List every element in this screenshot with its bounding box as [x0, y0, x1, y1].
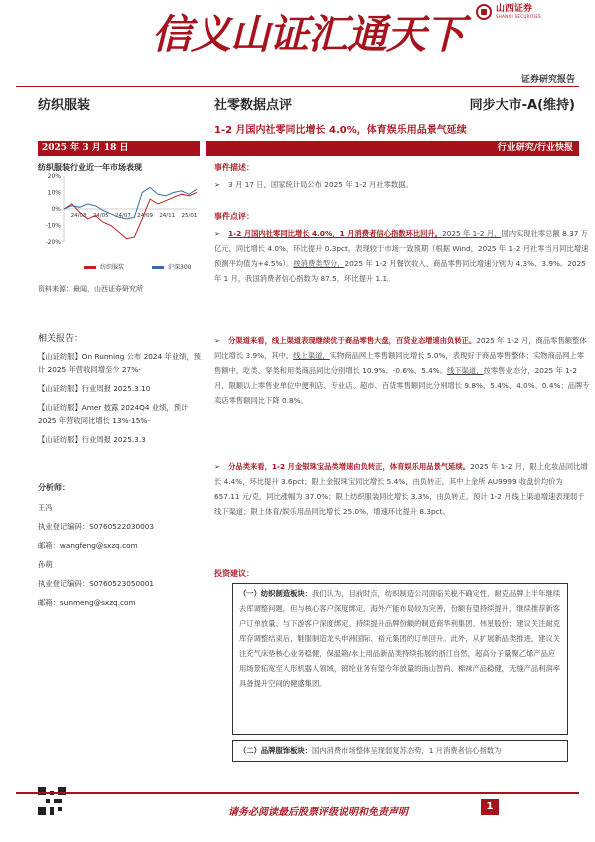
invest-title: 投资建议：: [214, 569, 254, 578]
event-desc: ➢ 3 月 17 日，国家统计局公布 2025 年 1-2 月社零数据。: [214, 180, 413, 189]
performance-chart: [36, 172, 201, 258]
logo-cn: 山西证券: [496, 4, 533, 14]
x-tick-label: 24/05: [92, 213, 109, 219]
chart-title: 纺织服装行业近一年市场表现: [38, 163, 142, 172]
disclaimer[interactable]: 请务必阅读最后股票评级说明和免责声明: [228, 807, 408, 818]
chart-legend: [84, 262, 191, 271]
x-tick-label: 25/01: [181, 213, 198, 219]
invest-manufacturing-box: （一）纺织制造板块：我们认为，目前时点，纺织制造公司面临关税不确定性、耐克品牌上半年继续去库调整问题，但与核心客户深度绑定、海外产能布局较为完善，份额有望持续提升，继续推荐新客户订单放量、与下游客户深度绑定、持续提升品牌份额的制造商华利集团、伟星股份；建议关注耐克库存调整结束后，鞋服制造龙头申洲国际、裕元集团的订单回升。此外，从扩展新品类推进，建议关注充气床垫核心业务稳健，保温箱/水上用品新品类持续拓展的浙江自然，超高分子量聚乙烯产品应用场景拓宽至人形机器人领域，锦纶业务有望今年放量的南山智尚、棉袜产品稳健，无缝产品利润率具备提升空间的健盛集团。: [232, 583, 568, 735]
y-tick-label: 10%: [47, 189, 61, 197]
analyst-email[interactable]: 邮箱：wangfeng@sxzq.com: [38, 541, 138, 550]
paragraph-channel: ➢ 分渠道来看，线上渠道表现继续优于商品零售大盘，百货业态增速由负转正。2025 年 1-2 月，商品零售额整体同比增长 3.9%，其中，线上渠道，实物商品网上零售额同比增长 5.0%，表现好于商品零售整体；实物商品网上零售额中，吃类、穿类和用类商品同比分别增长 10.9%、-0.6%、5.4%。线下渠道，按零售业态分，2025 年 1-2 月，限额以上零售业单位中便利店、专业店、超市、百货零售额同比分别增长 9.8%、5.4%、4.0%、0.4%；品牌专卖店零售额同比下降 0.8%。: [214, 336, 590, 405]
related-title: 相关报告：: [38, 334, 84, 344]
legend-item-textile: 纺织服装: [84, 262, 124, 271]
paragraph-retail: ➢ 1-2 月国内社零同比增长 4.0%，1 月消费者信心指数环比回升。2025 年 1-2 月，国内实现社零总额 8.37 万亿元，同比增长 4.0%，环比提升 0.3pct，表现较于市场一致预期（根据 Wind，2025 年 1-2 月社零当月同比增速预测平均值为+4.5%）。按消费类型分，2025 年 1-2 月餐饮收入、商品零售同比增速分别为 4.3%、3.9%。2025 年 1 月，我国消费者信心指数为 87.5，环比提升 1.1。: [214, 229, 589, 283]
headline: 1-2 月国内社零同比增长 4.0%，体育娱乐用品景气延续: [214, 125, 467, 136]
analyst-name: 孙萌: [38, 560, 53, 569]
event-comment-title: 事件点评：: [214, 212, 254, 221]
industry-label: 纺织服装: [38, 98, 91, 113]
slogan: 信义山证汇通天下: [152, 11, 464, 58]
related-report[interactable]: 【山证纺服】On Running 公布 2024 年业绩，预计 2025 年营收同增至少 27%-: [38, 352, 201, 374]
related-list: [38, 350, 204, 452]
y-tick-label: 20%: [47, 173, 61, 180]
y-tick-label: -20%: [45, 239, 61, 246]
rating: 同步大市-A(维持): [469, 98, 575, 113]
bullet-icon: ➢: [214, 229, 221, 238]
date-bar: 2025 年 3 月 18 日: [38, 141, 200, 156]
related-report[interactable]: 【山证纺服】Amer 披露 2024Q4 业绩，预计 2025 年营收同比增长 13%-15%-: [38, 403, 189, 425]
page-number: 1: [481, 799, 499, 815]
analyst-name: 王冯: [38, 503, 53, 512]
y-tick-label: 0%: [51, 206, 61, 213]
event-desc-title: 事件描述：: [214, 163, 254, 172]
analyst-cert: 执业登记编码：S0760522030003: [38, 522, 155, 531]
analyst-email[interactable]: 邮箱：sunmeng@sxzq.com: [38, 598, 136, 607]
analyst-title: 分析师：: [38, 483, 70, 492]
header-divider: [16, 86, 579, 87]
x-tick-label: 24/03: [70, 213, 87, 219]
x-tick-label: 24/09: [137, 213, 154, 219]
related-report[interactable]: 【山证纺服】行业周报 2025.3.3: [38, 435, 146, 444]
company-logo: [476, 4, 541, 20]
paragraph-category: ➢ 分品类来看，1-2 月金银珠宝品类增速由负转正，体育娱乐用品景气延续。2025 年 1-2 月，限上化妆品同比增长 4.4%，环比提升 3.6pct；限上金银珠宝同比增长 5.4%，由负转正，其中上金所 AU9999 收盘价均价为 657.11 元/克，同比涨幅为 37.0%；限上纺织服装同比增长 3.3%，由负转正，预计 1-2 月线上渠道增速表现弱于线下渠道；限上体育/娱乐用品同比增长 25.0%，增速环比提升 8.3pct。: [214, 462, 588, 516]
bullet-icon: ➢: [214, 180, 221, 189]
logo-en: SHANXI SECURITIES: [496, 14, 542, 19]
logo-icon: [476, 4, 492, 20]
report-type: 证券研究报告: [520, 75, 575, 85]
y-tick-label: -10%: [45, 222, 61, 230]
bullet-icon: ➢: [214, 336, 221, 345]
invest-brand-box: （二）品牌服饰板块：国内消费市场整体呈现弱复苏态势，1 月消费者信心指数为: [232, 740, 568, 762]
category-bar: 行业研究/行业快报: [206, 141, 579, 156]
report-title: 社零数据点评: [214, 98, 293, 113]
legend-item-hs300: 沪深300: [152, 262, 191, 271]
x-tick-label: 24/11: [159, 213, 176, 219]
footer-divider: [16, 792, 579, 794]
chart-source: 资料来源：最闻，山西证券研究所: [38, 285, 143, 293]
analyst-cert: 执业登记编码：S0760523050001: [38, 579, 155, 588]
x-tick-label: 24/07: [114, 213, 131, 219]
related-report[interactable]: 【山证纺服】行业周报 2025.3.10: [38, 384, 151, 393]
bullet-icon: ➢: [214, 462, 221, 471]
